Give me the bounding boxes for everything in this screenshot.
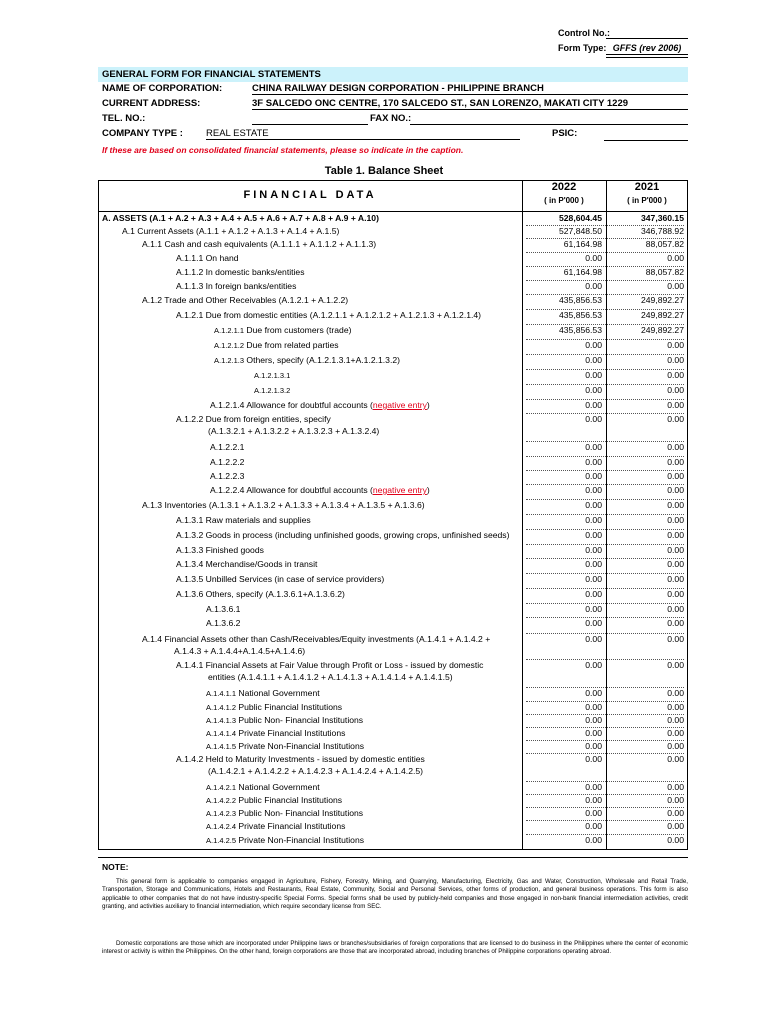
value-2022: 0.00 bbox=[585, 545, 602, 555]
value-2022: 435,856.53 bbox=[558, 325, 602, 335]
table-row bbox=[98, 603, 688, 616]
row-text: A.1.4.1 Financial Assets at Fair Value through Profit or Loss - issued by domestic bbox=[176, 660, 484, 670]
table-row bbox=[98, 659, 688, 685]
row-code: A.1.4.2.5 bbox=[206, 836, 237, 845]
row-code: A.1.2.1.3.2 bbox=[254, 386, 291, 395]
row-label-continued: entities (A.1.4.1.1 + A.1.4.1.2 + A.1.4.1.3 + A.1.4.1.4 + A.1.4.1.5) bbox=[208, 672, 453, 682]
row-label bbox=[214, 355, 400, 366]
row-text: A.1.3.3 Finished goods bbox=[176, 545, 264, 555]
value-2021: 0.00 bbox=[667, 634, 684, 644]
value-2021: 346,788.92 bbox=[640, 226, 684, 236]
table-row bbox=[98, 324, 688, 337]
row-label bbox=[176, 530, 509, 541]
row-label bbox=[206, 821, 345, 832]
row-separator bbox=[526, 514, 684, 515]
row-text: A.1.3.1 Raw materials and supplies bbox=[176, 515, 311, 525]
unit-2022: ( in P'000 ) bbox=[544, 196, 584, 205]
value-2022: 0.00 bbox=[585, 782, 602, 792]
row-label bbox=[142, 239, 376, 250]
year-2021-header: 2021 bbox=[634, 181, 660, 193]
row-separator bbox=[526, 339, 684, 340]
value-2022: 0.00 bbox=[585, 634, 602, 644]
value-2021: 0.00 bbox=[667, 515, 684, 525]
value-2021: 0.00 bbox=[667, 559, 684, 569]
table-row bbox=[98, 544, 688, 557]
row-label bbox=[176, 574, 384, 585]
company-type-label: COMPANY TYPE : bbox=[102, 128, 183, 139]
row-separator bbox=[526, 544, 684, 545]
row-text: A.1.2.2.1 bbox=[210, 442, 245, 452]
value-2022: 0.00 bbox=[585, 340, 602, 350]
form-type-label: Form Type: bbox=[558, 43, 607, 53]
row-text: Public Financial Institutions bbox=[236, 795, 343, 805]
row-label bbox=[142, 500, 425, 511]
value-2022: 0.00 bbox=[585, 618, 602, 628]
company-type-value: REAL ESTATE bbox=[206, 128, 520, 140]
row-text: A.1.2.2.2 bbox=[210, 457, 245, 467]
address-value: 3F SALCEDO ONC CENTRE, 170 SALCEDO ST., SAN LORENZO, MAKATI CITY 1229 bbox=[252, 98, 688, 110]
year-2022-header: 2022 bbox=[551, 181, 577, 193]
table-row bbox=[98, 617, 688, 630]
row-separator bbox=[526, 659, 684, 660]
row-separator bbox=[526, 781, 684, 782]
row-text: A.1.3.6 Others, specify (A.1.3.6.1+A.1.3.6.2) bbox=[176, 589, 345, 599]
row-text: Private Non-Financial Institutions bbox=[236, 835, 365, 845]
row-code: A.1.4.1.2 bbox=[206, 703, 237, 712]
value-2022: 528,604.45 bbox=[558, 213, 602, 223]
row-text: A.1.3.5 Unbilled Services (in case of service providers) bbox=[176, 574, 385, 584]
value-2021: 0.00 bbox=[667, 457, 684, 467]
row-separator bbox=[526, 558, 684, 559]
row-text: Private Financial Institutions bbox=[236, 728, 346, 738]
table-row bbox=[98, 309, 688, 322]
address-label: CURRENT ADDRESS: bbox=[102, 98, 201, 109]
value-2022: 0.00 bbox=[585, 715, 602, 725]
row-separator bbox=[526, 687, 684, 688]
table-row bbox=[98, 781, 688, 794]
row-separator bbox=[526, 807, 684, 808]
value-2021: 88,057.82 bbox=[645, 267, 684, 277]
row-label bbox=[176, 559, 317, 570]
value-2022: 0.00 bbox=[585, 515, 602, 525]
row-label bbox=[176, 515, 311, 526]
row-label bbox=[254, 370, 290, 381]
row-separator bbox=[526, 294, 684, 295]
row-text: A.1.3.6.2 bbox=[206, 618, 241, 628]
table-row bbox=[98, 588, 688, 601]
value-2021: 0.00 bbox=[667, 340, 684, 350]
tel-label: TEL. NO.: bbox=[102, 113, 146, 124]
value-2021: 0.00 bbox=[667, 414, 684, 424]
row-text: A.1.2.1 Due from domestic entities (A.1.2.1.1 + A.1.2.1.2 + A.1.2.1.3 + A.1.2.1.4) bbox=[176, 310, 482, 320]
row-text: Private Financial Institutions bbox=[236, 821, 346, 831]
row-label bbox=[206, 715, 363, 726]
table-row bbox=[98, 294, 688, 307]
row-text: A.1.4 Financial Assets other than Cash/Receivables/Equity investments (A.1.4.1 + A.1.4.2 + bbox=[142, 634, 491, 644]
row-separator bbox=[526, 714, 684, 715]
table-row bbox=[98, 456, 688, 469]
note-paragraph-1: This general form is applicable to companies engaged in Agriculture, Fishery, Forestry, Mining, and Quarrying, Manufacturing, Electricity, Gas and Water, Construction, Wholesale and Retail Trade, Transportation, Storage and Communications, Hotels and Restaurants, Real Estate, Community, Social and Personal Services, other forms of production, and general business operations. This form is also applicable to other companies that do not have industry-specific Special Forms. Special forms shall be used by publicly-held companies and those engaged in non-bank financial intermediation activities, credit granting, and activities auxiliary to financial intermediation, which require secondary license from SEC. bbox=[102, 878, 688, 910]
value-2021: 0.00 bbox=[667, 795, 684, 805]
row-separator bbox=[526, 309, 684, 310]
row-separator bbox=[526, 324, 684, 325]
note-heading: NOTE: bbox=[102, 862, 129, 872]
table-row bbox=[98, 794, 688, 807]
row-label bbox=[206, 835, 364, 846]
table-row bbox=[98, 499, 688, 512]
value-2021: 0.00 bbox=[667, 782, 684, 792]
row-label bbox=[176, 589, 345, 600]
table-row bbox=[98, 266, 688, 279]
row-separator bbox=[526, 529, 684, 530]
value-2022: 435,856.53 bbox=[558, 295, 602, 305]
value-2022: 0.00 bbox=[585, 741, 602, 751]
row-separator bbox=[526, 354, 684, 355]
row-label bbox=[206, 618, 240, 629]
row-separator bbox=[526, 753, 684, 754]
row-label bbox=[206, 808, 363, 819]
row-code: A.1.2.1.3 bbox=[214, 356, 245, 365]
row-text: A.1.1.3 In foreign banks/entities bbox=[176, 281, 297, 291]
row-label bbox=[210, 485, 430, 496]
table-row bbox=[98, 384, 688, 397]
value-2021: 0.00 bbox=[667, 253, 684, 263]
row-separator bbox=[526, 499, 684, 500]
row-text: A.1.3.4 Merchandise/Goods in transit bbox=[176, 559, 318, 569]
value-2022: 0.00 bbox=[585, 442, 602, 452]
value-2022: 0.00 bbox=[585, 457, 602, 467]
value-2021: 0.00 bbox=[667, 688, 684, 698]
value-2021: 0.00 bbox=[667, 485, 684, 495]
row-text: National Government bbox=[236, 688, 320, 698]
psic-label: PSIC: bbox=[552, 128, 578, 139]
row-label bbox=[122, 226, 339, 237]
row-text: A.1.1.2 In domestic banks/entities bbox=[176, 267, 305, 277]
row-label bbox=[206, 741, 364, 752]
value-2021: 0.00 bbox=[667, 500, 684, 510]
value-2022: 527,848.50 bbox=[558, 226, 602, 236]
value-2021: 0.00 bbox=[667, 574, 684, 584]
table-row bbox=[98, 441, 688, 454]
table-row bbox=[98, 753, 688, 779]
value-2021: 0.00 bbox=[667, 715, 684, 725]
row-label bbox=[206, 782, 320, 793]
table-row bbox=[98, 369, 688, 382]
row-separator bbox=[526, 456, 684, 457]
row-label bbox=[206, 795, 342, 806]
value-2022: 0.00 bbox=[585, 808, 602, 818]
row-separator bbox=[526, 573, 684, 574]
row-text: A.1.1.1 On hand bbox=[176, 253, 239, 263]
table-row bbox=[98, 529, 688, 542]
row-label bbox=[210, 400, 430, 411]
value-2021: 0.00 bbox=[667, 618, 684, 628]
value-2022: 0.00 bbox=[585, 355, 602, 365]
row-label bbox=[206, 728, 345, 739]
table-row bbox=[98, 701, 688, 714]
value-2021: 0.00 bbox=[667, 604, 684, 614]
row-separator bbox=[526, 727, 684, 728]
row-text: Due from customers (trade) bbox=[244, 325, 352, 335]
row-separator bbox=[526, 603, 684, 604]
value-2021: 249,892.27 bbox=[640, 310, 684, 320]
row-separator bbox=[526, 470, 684, 471]
value-2021: 0.00 bbox=[667, 370, 684, 380]
row-code: A.1.4.2.4 bbox=[206, 822, 237, 831]
table-row bbox=[98, 820, 688, 833]
value-2022: 0.00 bbox=[585, 471, 602, 481]
row-code: A.1.4.1.1 bbox=[206, 689, 237, 698]
row-label bbox=[176, 545, 264, 556]
row-separator bbox=[526, 384, 684, 385]
negative-entry-note: negative entry bbox=[372, 400, 427, 410]
table-row bbox=[98, 399, 688, 412]
table-row bbox=[98, 633, 688, 659]
row-separator bbox=[526, 399, 684, 400]
value-2021: 0.00 bbox=[667, 660, 684, 670]
row-label bbox=[102, 213, 379, 224]
row-label bbox=[176, 310, 481, 321]
table-row bbox=[98, 212, 688, 225]
row-text: Due from related parties bbox=[244, 340, 339, 350]
table-row bbox=[98, 714, 688, 727]
row-label-continued: (A.1.3.2.1 + A.1.3.2.2 + A.1.3.2.3 + A.1.3.2.4) bbox=[208, 426, 380, 436]
value-2021: 0.00 bbox=[667, 835, 684, 845]
row-label bbox=[254, 385, 290, 396]
row-code: A.1.4.1.3 bbox=[206, 716, 237, 725]
value-2022: 0.00 bbox=[585, 795, 602, 805]
row-label bbox=[176, 281, 296, 292]
name-value: CHINA RAILWAY DESIGN CORPORATION - PHILIPPINE BRANCH bbox=[252, 83, 688, 95]
row-text-tail: ) bbox=[426, 485, 430, 495]
value-2022: 0.00 bbox=[585, 500, 602, 510]
row-code: A.1.2.1.2 bbox=[214, 341, 245, 350]
row-label bbox=[210, 471, 244, 482]
row-separator bbox=[526, 225, 684, 226]
row-text: A. ASSETS (A.1 + A.2 + A.3 + A.4 + A.5 + A.6 + A.7 + A.8 + A.9 + A.10) bbox=[102, 213, 379, 223]
form-type-value: GFFS (rev 2006) bbox=[606, 43, 688, 55]
row-text: A.1.2.2.3 bbox=[210, 471, 245, 481]
value-2022: 0.00 bbox=[585, 835, 602, 845]
value-2022: 0.00 bbox=[585, 660, 602, 670]
value-2022: 0.00 bbox=[585, 604, 602, 614]
value-2022: 0.00 bbox=[585, 688, 602, 698]
row-text: A.1.4.2 Held to Maturity Investments - issued by domestic entities bbox=[176, 754, 425, 764]
table-row bbox=[98, 807, 688, 820]
row-label bbox=[210, 442, 244, 453]
row-text: Private Non-Financial Institutions bbox=[236, 741, 365, 751]
row-label bbox=[210, 457, 244, 468]
row-code: A.1.4.1.4 bbox=[206, 729, 237, 738]
row-code: A.1.4.2.2 bbox=[206, 796, 237, 805]
row-separator bbox=[526, 740, 684, 741]
row-label bbox=[206, 604, 240, 615]
value-2022: 0.00 bbox=[585, 589, 602, 599]
value-2021: 0.00 bbox=[667, 702, 684, 712]
row-separator bbox=[526, 369, 684, 370]
control-no-label: Control No.: bbox=[558, 28, 610, 38]
value-2021: 0.00 bbox=[667, 741, 684, 751]
row-label bbox=[176, 267, 305, 278]
row-text: A.1 Current Assets (A.1.1 + A.1.2 + A.1.3 + A.1.4 + A.1.5) bbox=[122, 226, 340, 236]
value-2022: 61,164.98 bbox=[563, 239, 602, 249]
value-2022: 0.00 bbox=[585, 559, 602, 569]
row-code: A.1.2.1.3.1 bbox=[254, 371, 291, 380]
table-row bbox=[98, 573, 688, 586]
row-code: A.1.4.2.3 bbox=[206, 809, 237, 818]
row-code: A.1.4.2.1 bbox=[206, 783, 237, 792]
row-separator bbox=[526, 413, 684, 414]
row-separator bbox=[526, 617, 684, 618]
value-2021: 347,360.15 bbox=[640, 213, 684, 223]
row-separator bbox=[526, 252, 684, 253]
value-2022: 0.00 bbox=[585, 253, 602, 263]
value-2022: 0.00 bbox=[585, 400, 602, 410]
row-separator bbox=[526, 820, 684, 821]
control-no-field[interactable] bbox=[606, 38, 688, 39]
value-2022: 435,856.53 bbox=[558, 310, 602, 320]
row-text: Public Financial Institutions bbox=[236, 702, 343, 712]
row-separator bbox=[526, 484, 684, 485]
unit-2021: ( in P'000 ) bbox=[627, 196, 667, 205]
row-label-continued: A.1.4.3 + A.1.4.4+A.1.4.5+A.1.4.6) bbox=[174, 646, 306, 656]
value-2022: 0.00 bbox=[585, 370, 602, 380]
value-2022: 0.00 bbox=[585, 281, 602, 291]
row-text: A.1.2.2 Due from foreign entities, specify bbox=[176, 414, 331, 424]
value-2022: 0.00 bbox=[585, 702, 602, 712]
value-2021: 0.00 bbox=[667, 728, 684, 738]
row-text-tail: ) bbox=[426, 400, 430, 410]
value-2022: 0.00 bbox=[585, 385, 602, 395]
row-text: A.1.3.2 Goods in process (including unfinished goods, growing crops, unfinished seeds) bbox=[176, 530, 510, 540]
row-text: A.1.1 Cash and cash equivalents (A.1.1.1 + A.1.1.2 + A.1.1.3) bbox=[142, 239, 377, 249]
table-row bbox=[98, 339, 688, 352]
row-text: A.1.3.6.1 bbox=[206, 604, 241, 614]
note-paragraph-2: Domestic corporations are those which are incorporated under Philippine laws or branches/subsidiaries of foreign corporations that are licensed to do business in the Philippines where the center of economic interest or activity is within the Philippines. On the other hand, foreign corporations are those that are incorporated abroad, including branches of Philippine corporations operating abroad. bbox=[102, 940, 688, 956]
fax-field[interactable] bbox=[410, 124, 688, 125]
row-label bbox=[176, 253, 239, 264]
row-separator bbox=[526, 238, 684, 239]
row-text: National Government bbox=[236, 782, 320, 792]
row-separator bbox=[526, 794, 684, 795]
financial-data-header: FINANCIAL DATA bbox=[243, 189, 377, 201]
value-2022: 0.00 bbox=[585, 754, 602, 764]
value-2022: 0.00 bbox=[585, 821, 602, 831]
row-separator bbox=[526, 266, 684, 267]
table-row bbox=[98, 514, 688, 527]
row-text: A.1.2 Trade and Other Receivables (A.1.2.1 + A.1.2.2) bbox=[142, 295, 349, 305]
row-separator bbox=[526, 701, 684, 702]
row-code: A.1.4.1.5 bbox=[206, 742, 237, 751]
row-label bbox=[176, 660, 483, 671]
table-row bbox=[98, 470, 688, 483]
value-2021: 0.00 bbox=[667, 385, 684, 395]
table-row bbox=[98, 834, 688, 847]
row-text: A.1.2.2.4 Allowance for doubtful accounts ( bbox=[210, 485, 373, 495]
value-2021: 0.00 bbox=[667, 400, 684, 410]
row-label bbox=[214, 325, 351, 336]
value-2021: 0.00 bbox=[667, 471, 684, 481]
value-2021: 0.00 bbox=[667, 355, 684, 365]
row-label-continued: (A.1.4.2.1 + A.1.4.2.2 + A.1.4.2.3 + A.1.4.2.4 + A.1.4.2.5) bbox=[208, 766, 424, 776]
value-2021: 88,057.82 bbox=[645, 239, 684, 249]
fax-label: FAX NO.: bbox=[370, 113, 412, 124]
table-row bbox=[98, 558, 688, 571]
table-row bbox=[98, 413, 688, 439]
row-separator bbox=[526, 280, 684, 281]
value-2022: 0.00 bbox=[585, 530, 602, 540]
value-2021: 0.00 bbox=[667, 589, 684, 599]
negative-entry-note: negative entry bbox=[372, 485, 427, 495]
value-2021: 0.00 bbox=[667, 821, 684, 831]
row-label bbox=[142, 295, 348, 306]
table-row bbox=[98, 225, 688, 238]
table-row bbox=[98, 740, 688, 753]
row-text: Others, specify (A.1.2.1.3.1+A.1.2.1.3.2) bbox=[244, 355, 400, 365]
row-text: A.1.3 Inventories (A.1.3.1 + A.1.3.2 + A.1.3.3 + A.1.3.4 + A.1.3.5 + A.1.3.6) bbox=[142, 500, 425, 510]
form-title: GENERAL FORM FOR FINANCIAL STATEMENTS bbox=[102, 69, 321, 80]
value-2022: 0.00 bbox=[585, 414, 602, 424]
value-2021: 0.00 bbox=[667, 442, 684, 452]
value-2021: 249,892.27 bbox=[640, 295, 684, 305]
table-row bbox=[98, 238, 688, 251]
row-separator bbox=[526, 441, 684, 442]
table-row bbox=[98, 354, 688, 367]
value-2022: 0.00 bbox=[585, 574, 602, 584]
row-label bbox=[176, 754, 425, 765]
table-row bbox=[98, 252, 688, 265]
row-separator bbox=[526, 588, 684, 589]
value-2021: 249,892.27 bbox=[640, 325, 684, 335]
value-2021: 0.00 bbox=[667, 545, 684, 555]
table-row bbox=[98, 727, 688, 740]
consolidated-note: If these are based on consolidated financial statements, please so indicate in the caption. bbox=[102, 145, 464, 155]
table-row bbox=[98, 280, 688, 293]
row-separator bbox=[526, 834, 684, 835]
value-2022: 0.00 bbox=[585, 485, 602, 495]
row-code: A.1.2.1.1 bbox=[214, 326, 245, 335]
value-2021: 0.00 bbox=[667, 281, 684, 291]
value-2021: 0.00 bbox=[667, 530, 684, 540]
row-text: Public Non- Financial Institutions bbox=[236, 808, 364, 818]
tel-field[interactable] bbox=[252, 124, 368, 125]
row-separator bbox=[526, 633, 684, 634]
value-2022: 61,164.98 bbox=[563, 267, 602, 277]
name-label: NAME OF CORPORATION: bbox=[102, 83, 223, 94]
table-row bbox=[98, 687, 688, 700]
row-text: Public Non- Financial Institutions bbox=[236, 715, 364, 725]
value-2022: 0.00 bbox=[585, 728, 602, 738]
row-label bbox=[206, 702, 342, 713]
row-label bbox=[142, 634, 490, 645]
row-label bbox=[176, 414, 331, 425]
table-title: Table 1. Balance Sheet bbox=[324, 165, 444, 177]
value-2021: 0.00 bbox=[667, 754, 684, 764]
row-label bbox=[206, 688, 320, 699]
table-row bbox=[98, 484, 688, 497]
value-2021: 0.00 bbox=[667, 808, 684, 818]
row-label bbox=[214, 340, 339, 351]
psic-field[interactable] bbox=[604, 140, 688, 141]
row-text: A.1.2.1.4 Allowance for doubtful accounts ( bbox=[210, 400, 373, 410]
